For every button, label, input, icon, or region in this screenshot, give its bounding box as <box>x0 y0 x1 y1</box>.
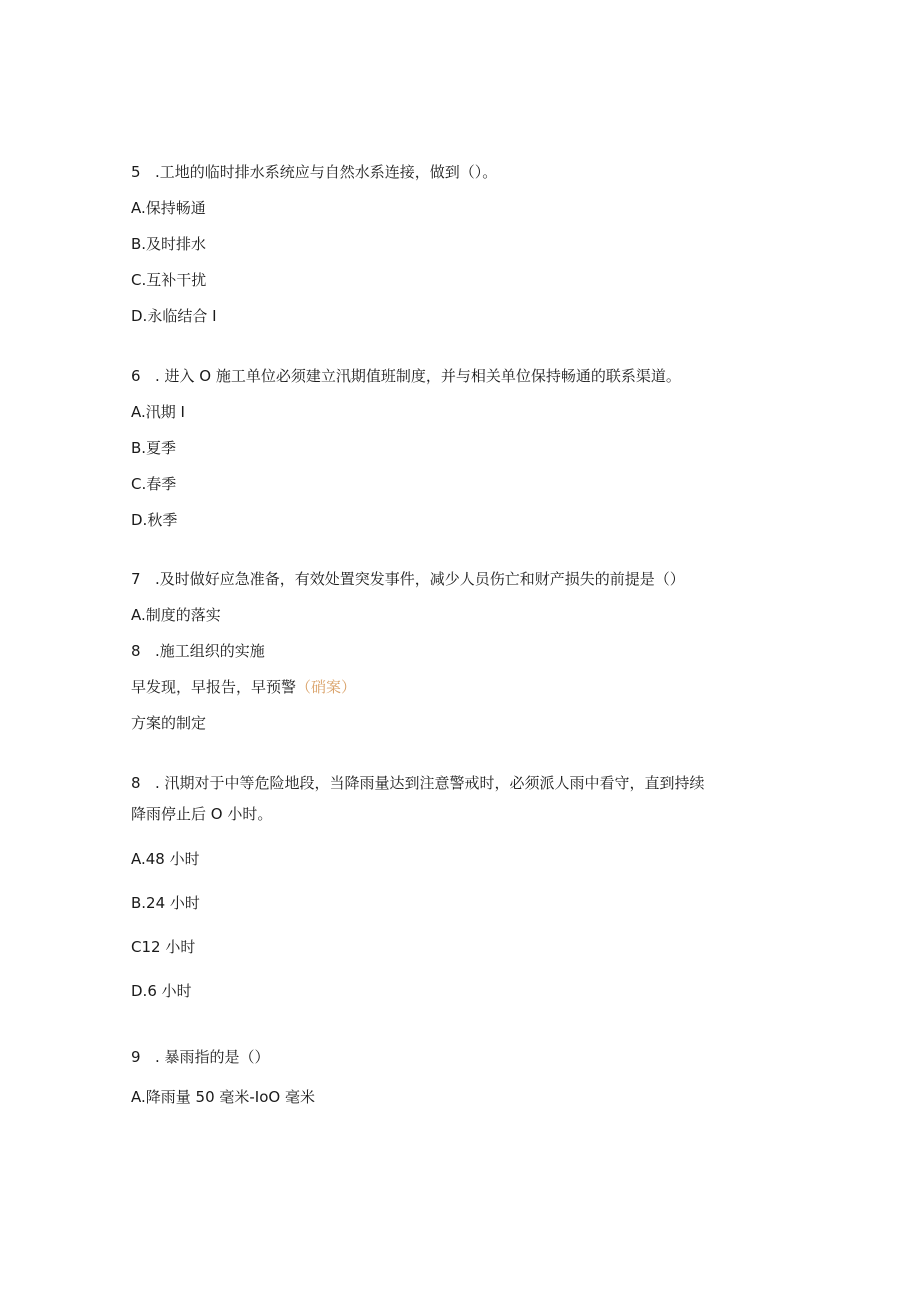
q7-line-3 <box>131 676 356 698</box>
q5-option-a: A.保持畅通 <box>131 199 206 217</box>
question-number: 7 <box>131 570 141 588</box>
question-9 <box>131 1046 270 1068</box>
question-number: 6 <box>131 367 141 385</box>
question-5 <box>131 161 497 183</box>
answer-mark: （硝案） <box>296 678 357 696</box>
q8-option-c: C12 小时 <box>131 938 196 956</box>
question-number: 5 <box>131 163 141 181</box>
question-7 <box>131 568 685 590</box>
q5-option-d: D.永临结合 I <box>131 307 217 325</box>
question-number: 8 <box>131 774 141 792</box>
question-text: .工地的临时排水系统应与自然水系连接，做到（）。 <box>155 163 498 181</box>
sub-item-text: .施工组织的实施 <box>155 642 265 660</box>
question-8-continued: 降雨停止后 O 小时。 <box>131 805 273 823</box>
q6-option-b: B.夏季 <box>131 439 177 457</box>
q5-option-b: B.及时排水 <box>131 235 207 253</box>
q9-option-a: A.降雨量 50 毫米-IoO 毫米 <box>131 1088 315 1106</box>
q7-line-3-text: 早发现，早报告，早预警 <box>131 678 297 696</box>
question-text: . 汛期对于中等危险地段，当降雨量达到注意警戒时，必须派人雨中看守，直到持续 <box>155 774 705 792</box>
q6-option-a: A.汛期 I <box>131 403 185 421</box>
question-text: .及时做好应急准备，有效处置突发事件，减少人员伤亡和财产损失的前提是（） <box>155 570 685 588</box>
q8-option-b: B.24 小时 <box>131 894 200 912</box>
question-8 <box>131 772 705 794</box>
question-text: . 进入 O 施工单位必须建立汛期值班制度，并与相关单位保持畅通的联系渠道。 <box>155 367 681 385</box>
q7-sub-item <box>131 640 265 662</box>
q6-option-c: C.春季 <box>131 475 177 493</box>
question-number: 9 <box>131 1048 141 1066</box>
q7-line-4: 方案的制定 <box>131 714 207 732</box>
q8-option-a: A.48 小时 <box>131 850 200 868</box>
q6-option-d: D.秋季 <box>131 511 178 529</box>
q8-option-d: D.6 小时 <box>131 982 192 1000</box>
q5-option-c: C.互补干扰 <box>131 271 207 289</box>
q7-option-a: A.制度的落实 <box>131 606 221 624</box>
sub-item-number: 8 <box>131 642 141 660</box>
question-text: . 暴雨指的是（） <box>155 1048 270 1066</box>
question-6 <box>131 365 681 387</box>
